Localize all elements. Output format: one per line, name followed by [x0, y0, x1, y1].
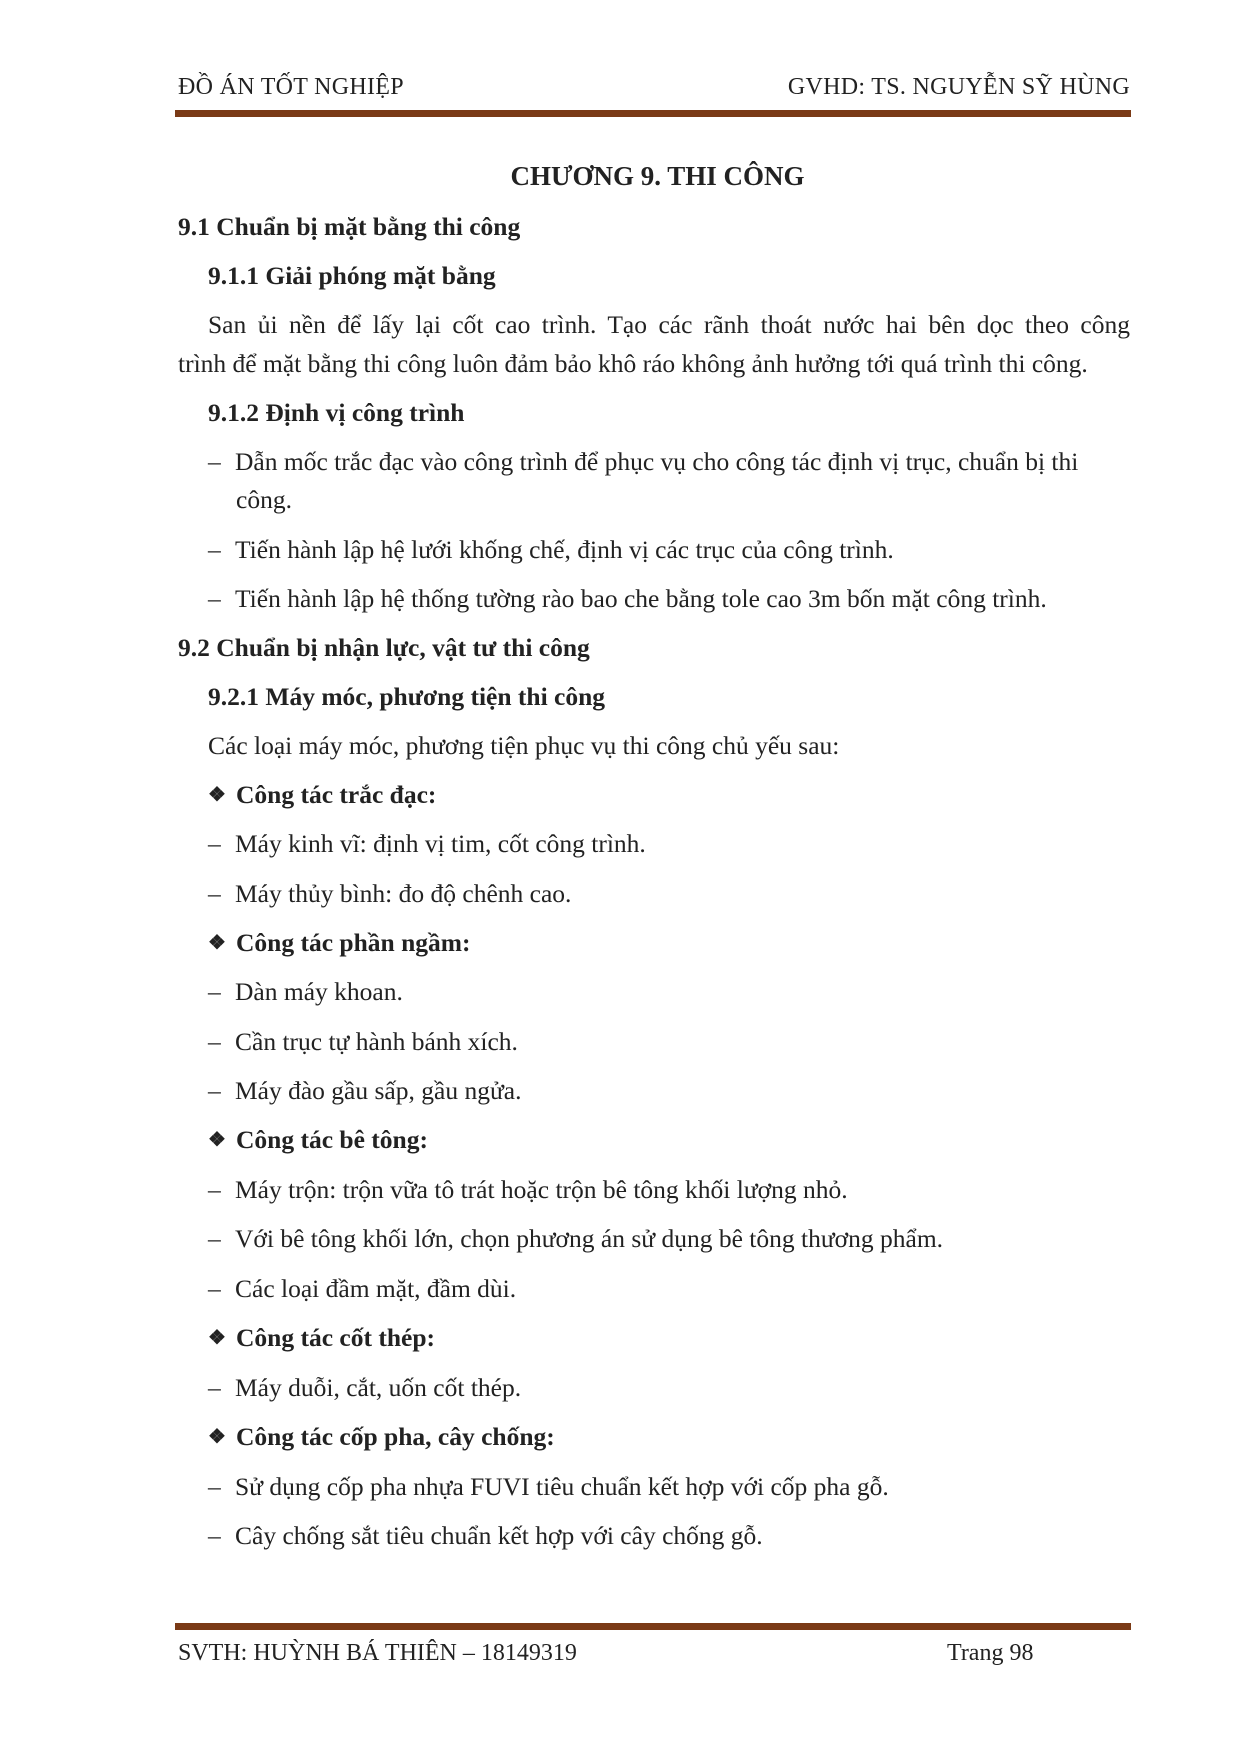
dash-bullet: – [208, 1274, 221, 1303]
dash-bullet: – [208, 535, 221, 564]
list-item [208, 447, 1078, 477]
list-item-text: Tiến hành lập hệ thống tường rào bao che bằng tole cao 3m bốn mặt công trình. [235, 584, 1047, 613]
paragraph-line: trình để mặt bằng thi công luôn đảm bảo khô ráo không ảnh hưởng tới quá trình thi công. [178, 349, 1088, 378]
dash-bullet: – [208, 829, 221, 858]
list-item: – Với bê tông khối lớn, chọn phương án sử dụng bê tông thương phẩm. [208, 1224, 944, 1253]
dash-bullet: – [208, 1521, 221, 1550]
diamond-bullet-icon: ❖ [208, 932, 226, 954]
group-title: ❖ Công tác trắc đạc: [208, 780, 437, 809]
diamond-bullet-icon: ❖ [208, 1327, 226, 1349]
dash-bullet: – [208, 1224, 221, 1253]
diamond-bullet-icon: ❖ [208, 784, 226, 806]
list-item: – Cây chống sắt tiêu chuẩn kết hợp với cây chống gỗ. [208, 1521, 763, 1550]
intro-text: Các loại máy móc, phương tiện phục vụ thi công chủ yếu sau: [208, 731, 840, 760]
paragraph-line: San ủi nền để lấy lại cốt cao trình. Tạo các rãnh thoát nước hai bên dọc theo công [208, 310, 1130, 339]
list-item-text: Dẫn mốc trắc đạc vào công trình để phục vụ cho công tác định vị trục, chuẩn bị thi [235, 447, 1079, 476]
section-9-2-title: 9.2 Chuẩn bị nhận lực, vật tư thi công [178, 633, 590, 662]
chapter-title: CHƯƠNG 9. THI CÔNG [510, 161, 805, 191]
list-item: – Máy đào gầu sấp, gầu ngửa. [208, 1076, 522, 1105]
list-item: – Máy kinh vĩ: định vị tim, cốt công trình. [208, 829, 646, 858]
header-rule [175, 110, 1131, 117]
dash-bullet: – [208, 1373, 221, 1402]
dash-bullet: – [208, 1175, 221, 1204]
dash-bullet: – [208, 879, 221, 908]
list-item: – Cần trục tự hành bánh xích. [208, 1027, 518, 1056]
footer-left: SVTH: HUỲNH BÁ THIÊN – 18149319 [178, 1640, 577, 1666]
group-title: ❖ Công tác bê tông: [208, 1125, 428, 1154]
list-item-continuation: công. [236, 485, 292, 514]
header-left: ĐỒ ÁN TỐT NGHIỆP [178, 74, 404, 100]
list-item: – Máy thủy bình: đo độ chênh cao. [208, 879, 572, 908]
list-item: – Máy duỗi, cắt, uốn cốt thép. [208, 1373, 522, 1402]
group-title: ❖ Công tác cốt thép: [208, 1323, 436, 1352]
dash-bullet: – [208, 977, 221, 1006]
list-item [208, 584, 1047, 614]
list-item: – Máy trộn: trộn vữa tô trát hoặc trộn bê tông khối lượng nhỏ. [208, 1175, 848, 1204]
list-item [208, 535, 894, 565]
list-item: – Các loại đầm mặt, đầm dùi. [208, 1274, 517, 1303]
diamond-bullet-icon: ❖ [208, 1129, 226, 1151]
dash-bullet: – [208, 1027, 221, 1056]
group-title: ❖ Công tác phần ngầm: [208, 928, 471, 957]
section-9-1-2-title: 9.1.2 Định vị công trình [208, 398, 465, 427]
header-right: GVHD: TS. NGUYỄN SỸ HÙNG [787, 74, 1130, 100]
footer-rule [175, 1623, 1131, 1630]
list-item-text: Tiến hành lập hệ lưới khống chế, định vị các trục của công trình. [235, 535, 894, 564]
diamond-bullet-icon: ❖ [208, 1426, 226, 1448]
group-title: ❖ Công tác cốp pha, cây chống: [208, 1422, 555, 1451]
dash-bullet: – [208, 584, 221, 613]
dash-bullet: – [208, 1076, 221, 1105]
section-9-1-title: 9.1 Chuẩn bị mặt bằng thi công [178, 212, 521, 241]
section-9-1-1-title: 9.1.1 Giải phóng mặt bằng [208, 261, 496, 290]
section-9-2-1-title: 9.2.1 Máy móc, phương tiện thi công [208, 682, 606, 711]
page-number: Trang 98 [947, 1640, 1034, 1666]
dash-bullet: – [208, 1472, 221, 1501]
dash-bullet: – [208, 447, 221, 476]
list-item: – Sử dụng cốp pha nhựa FUVI tiêu chuẩn kết hợp với cốp pha gỗ. [208, 1472, 889, 1501]
list-item: – Dàn máy khoan. [208, 977, 403, 1006]
